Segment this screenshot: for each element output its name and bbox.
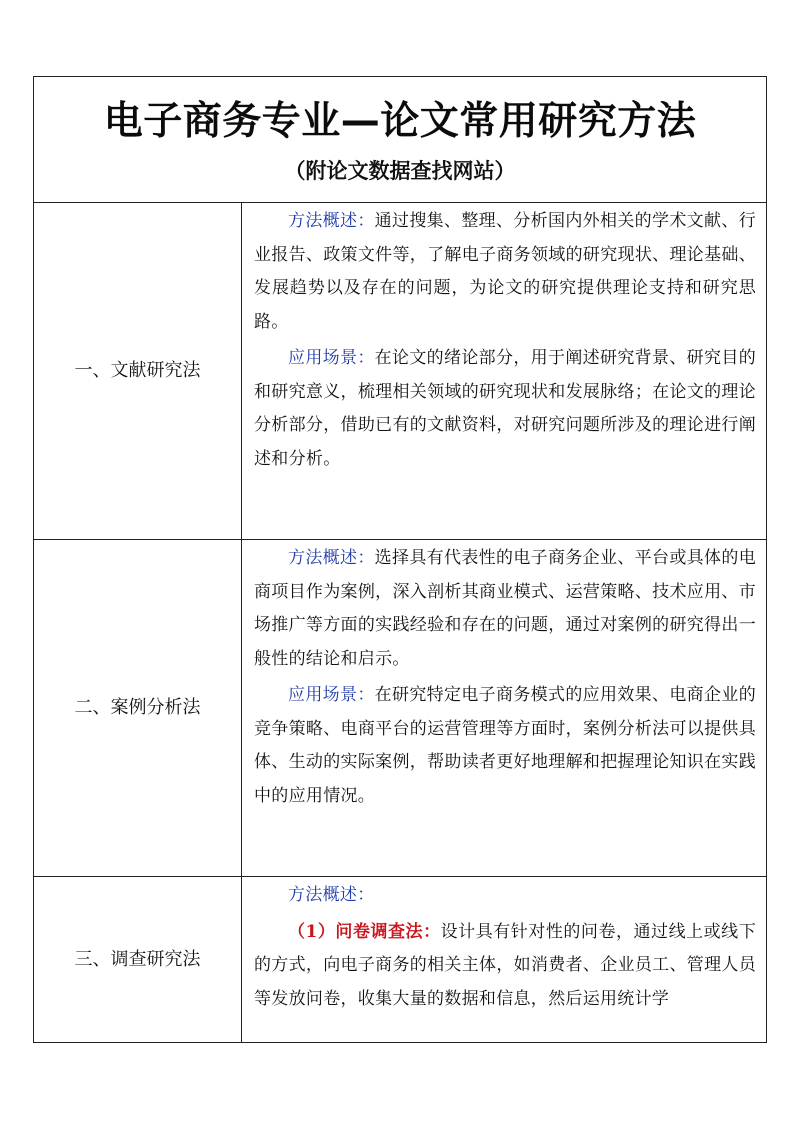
table-row-literature-research <box>34 203 766 540</box>
scenario-text: 在研究特定电子商务模式的应用效果、电商企业的竞争策略、电商平台的运营管理等方面时，案例分析法可以提供具体、生动的实际案例，帮助读者更好地理解和把握理论知识在实践中的应用情况。 <box>254 685 756 806</box>
questionnaire-paragraph <box>254 916 756 1017</box>
method-name: 一、文献研究法 <box>74 360 201 381</box>
overview-text: 选择具有代表性的电子商务企业、平台或具体的电商项目作为案例，深入剖析其商业模式、运营策略、技术应用、市场推广等方面的实践经验和存在的问题，通过对案例的研究得出一般性的结论和启示。 <box>254 548 756 669</box>
method-name: 三、调查研究法 <box>74 948 201 970</box>
overview-paragraph <box>254 205 756 339</box>
overview-text: 通过搜集、整理、分析国内外相关的学术文献、行业报告、政策文件等，了解电子商务领域的研究现状、理论基础、发展趋势以及存在的问题，为论文的研究提供理论支持和研究思路。 <box>254 211 756 332</box>
method-name: 二、案例分析法 <box>74 697 201 718</box>
method-table <box>33 76 767 1043</box>
overview-paragraph <box>254 879 756 913</box>
title-box <box>34 77 766 203</box>
scenario-paragraph <box>254 342 756 476</box>
method-label-cell <box>34 540 242 876</box>
method-description-cell <box>242 203 766 539</box>
questionnaire-label: （1）问卷调查法： <box>288 921 441 942</box>
page-title: 电子商务专业—论文常用研究方法 <box>103 99 697 144</box>
scenario-label: 应用场景： <box>288 348 375 368</box>
questionnaire-text: 设计具有针对性的问卷，通过线上或线下的方式，向电子商务的相关主体，如消费者、企业员工、管理人员等发放问卷，收集大量的数据和信息，然后运用统计学 <box>254 921 757 1009</box>
scenario-label: 应用场景： <box>288 685 375 705</box>
method-label-cell <box>34 203 242 539</box>
overview-label: 方法概述： <box>288 211 375 231</box>
overview-label: 方法概述： <box>288 548 375 568</box>
table-row-survey-research <box>34 877 766 1042</box>
scenario-text: 在论文的绪论部分，用于阐述研究背景、研究目的和研究意义，梳理相关领域的研究现状和发展脉络；在论文的理论分析部分，借助已有的文献资料，对研究问题所涉及的理论进行阐述和分析。 <box>254 348 756 469</box>
method-description-cell <box>242 540 766 876</box>
method-description-cell <box>242 877 766 1042</box>
method-label-cell <box>34 877 242 1042</box>
overview-paragraph <box>254 542 756 676</box>
overview-label: 方法概述： <box>288 885 375 905</box>
table-row-case-analysis <box>34 540 766 877</box>
page-subtitle: （附论文数据查找网站） <box>284 159 516 183</box>
scenario-paragraph <box>254 679 756 813</box>
